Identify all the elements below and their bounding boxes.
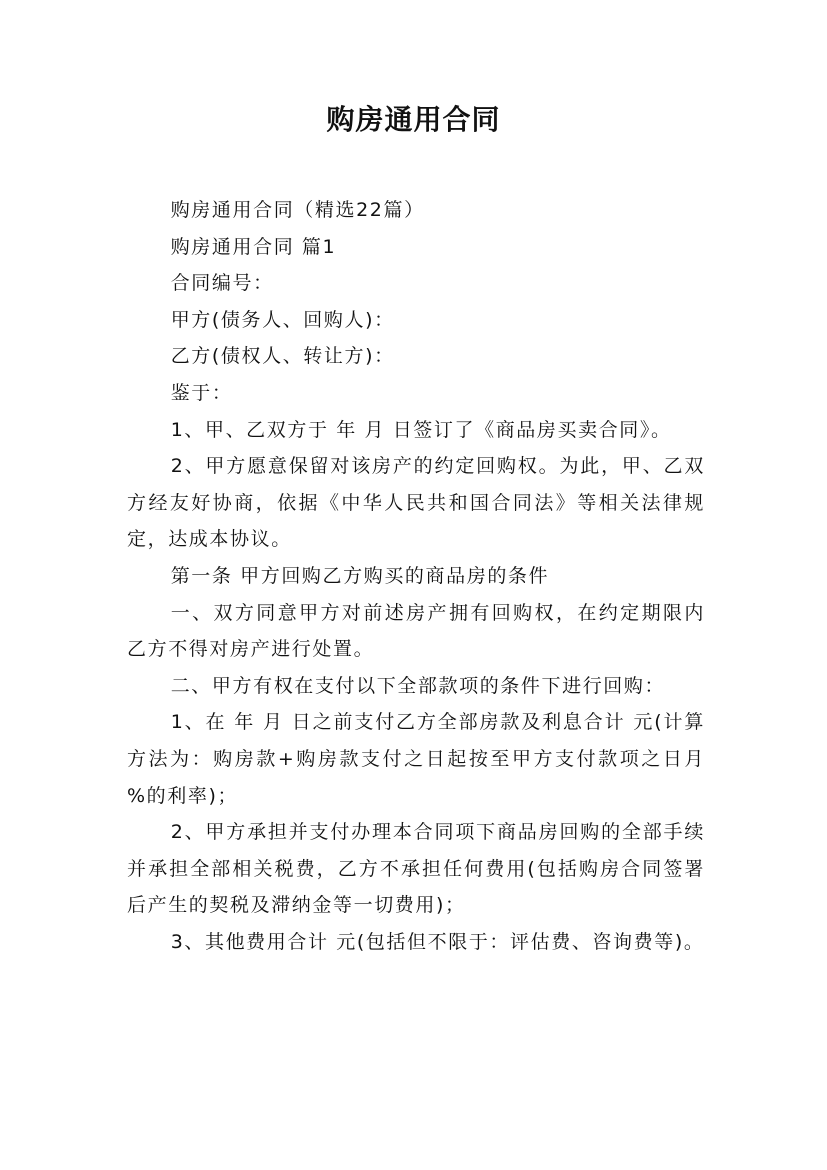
paragraph-subtitle: 购房通用合同（精选22篇） [170, 199, 425, 221]
paragraph-payment-item-2: 2、甲方承担并支付办理本合同项下商品房回购的全部手续并承担全部相关税费，乙方不承担任何费用(包括购房合同签署后产生的契税及滞纳金等一切费用)； [127, 821, 705, 917]
paragraph-party-b: 乙方(债权人、转让方)： [170, 345, 395, 368]
paragraph-article-1-clause-1: 一、双方同意甲方对前述房产拥有回购权，在约定期限内乙方不得对房产进行处置。 [127, 601, 705, 661]
paragraph-article-1-clause-2: 二、甲方有权在支付以下全部款项的条件下进行回购： [170, 674, 666, 697]
paragraph-payment-item-1: 1、在 年 月 日之前支付乙方全部房款及利息合计 元(计算方法为：购房款+购房款支付之日起按至甲方支付款项之日月 %的利率)； [127, 711, 705, 807]
document-body [127, 192, 705, 960]
paragraph-article-1-heading: 第一条 甲方回购乙方购买的商品房的条件 [170, 564, 550, 587]
paragraph-contract-number: 合同编号： [170, 272, 274, 295]
paragraph-payment-item-3: 3、其他费用合计 元(包括但不限于：评估费、咨询费等)。 [170, 930, 705, 953]
paragraph-party-a: 甲方(债务人、回购人)： [170, 308, 395, 331]
paragraph-section-heading: 购房通用合同 篇1 [170, 235, 337, 258]
paragraph-whereas-1: 1、甲、乙双方于 年 月 日签订了《商品房买卖合同》。 [170, 418, 672, 441]
paragraph-whereas: 鉴于： [170, 381, 233, 404]
paragraph-whereas-2: 2、甲方愿意保留对该房产的约定回购权。为此，甲、乙双方经友好协商，依据《中华人民共和国合同法》等相关法律规定，达成本协议。 [127, 455, 705, 551]
document-title: 购房通用合同 [326, 103, 501, 136]
